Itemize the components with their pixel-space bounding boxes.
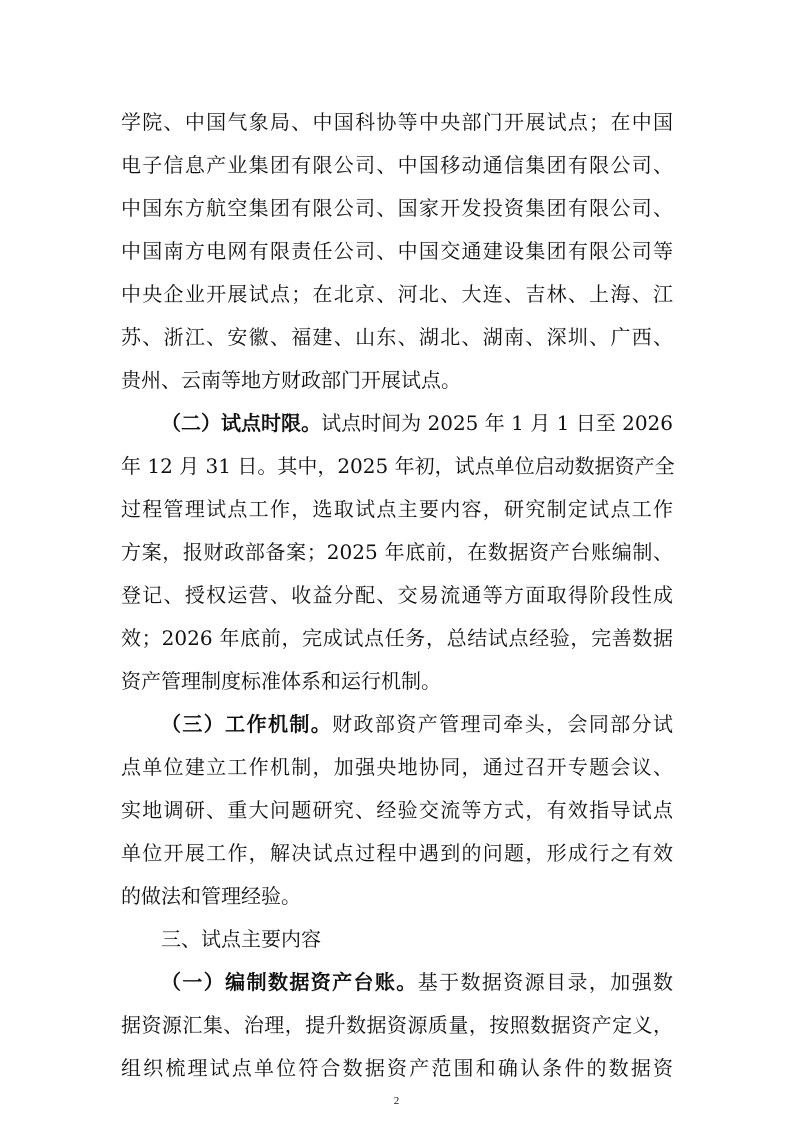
paragraph-line: 中央企业开展试点；在北京、河北、大连、吉林、上海、江	[121, 282, 673, 306]
paragraph-line: 过程管理试点工作，选取试点主要内容，研究制定试点工作	[121, 497, 673, 521]
paragraph-line: 据资源汇集、治理，提升数据资源质量，按照数据资产定义，	[121, 1013, 673, 1037]
paragraph-heading: （二）试点时限。	[161, 411, 322, 435]
paragraph-line: 方案，报财政部备案；2025 年底前，在数据资产台账编制、	[121, 540, 673, 564]
paragraph-line: 组织梳理试点单位符合数据资产范围和确认条件的数据资	[121, 1056, 673, 1080]
paragraph-line: 点单位建立工作机制，加强央地协同，通过召开专题会议、	[121, 755, 673, 779]
paragraph-line: 的做法和管理经验。	[121, 884, 301, 908]
paragraph-line: 电子信息产业集团有限公司、中国移动通信集团有限公司、	[121, 153, 673, 177]
paragraph-first-line	[161, 962, 673, 1002]
paragraph-heading: （三）工作机制。	[161, 712, 333, 736]
paragraph-line: 中国南方电网有限责任公司、中国交通建设集团有限公司等	[121, 239, 673, 263]
paragraph-text: 试点时间为 2025 年 1 月 1 日至 2026	[321, 411, 674, 435]
paragraph-line: 资产管理制度标准体系和运行机制。	[121, 669, 441, 693]
paragraph-line: 实地调研、重大问题研究、经验交流等方式，有效指导试点	[121, 798, 673, 822]
paragraph-line: 中国东方航空集团有限公司、国家开发投资集团有限公司、	[121, 196, 673, 220]
paragraph-line: 贵州、云南等地方财政部门开展试点。	[121, 368, 461, 392]
section-heading: 三、试点主要内容	[161, 927, 321, 951]
paragraph-line: 学院、中国气象局、中国科协等中央部门开展试点；在中国	[121, 110, 673, 134]
paragraph-line: 单位开展工作，解决试点过程中遇到的问题，形成行之有效	[121, 841, 673, 865]
paragraph-first-line	[161, 403, 673, 443]
paragraph-first-line	[161, 704, 673, 744]
paragraph-text: 基于数据资源目录，加强数	[417, 970, 674, 994]
paragraph-text: 财政部资产管理司牵头，会同部分试	[332, 712, 674, 736]
paragraph-line: 登记、授权运营、收益分配、交易流通等方面取得阶段性成	[121, 583, 673, 607]
paragraph-line: 效；2026 年底前，完成试点任务，总结试点经验，完善数据	[121, 626, 673, 650]
paragraph-heading: （一）编制数据资产台账。	[161, 970, 418, 994]
paragraph-line: 苏、浙江、安徽、福建、山东、湖北、湖南、深圳、广西、	[121, 325, 673, 349]
paragraph-line: 年 12 月 31 日。其中，2025 年初，试点单位启动数据资产全	[121, 454, 675, 478]
page-number: 2	[393, 1095, 400, 1107]
